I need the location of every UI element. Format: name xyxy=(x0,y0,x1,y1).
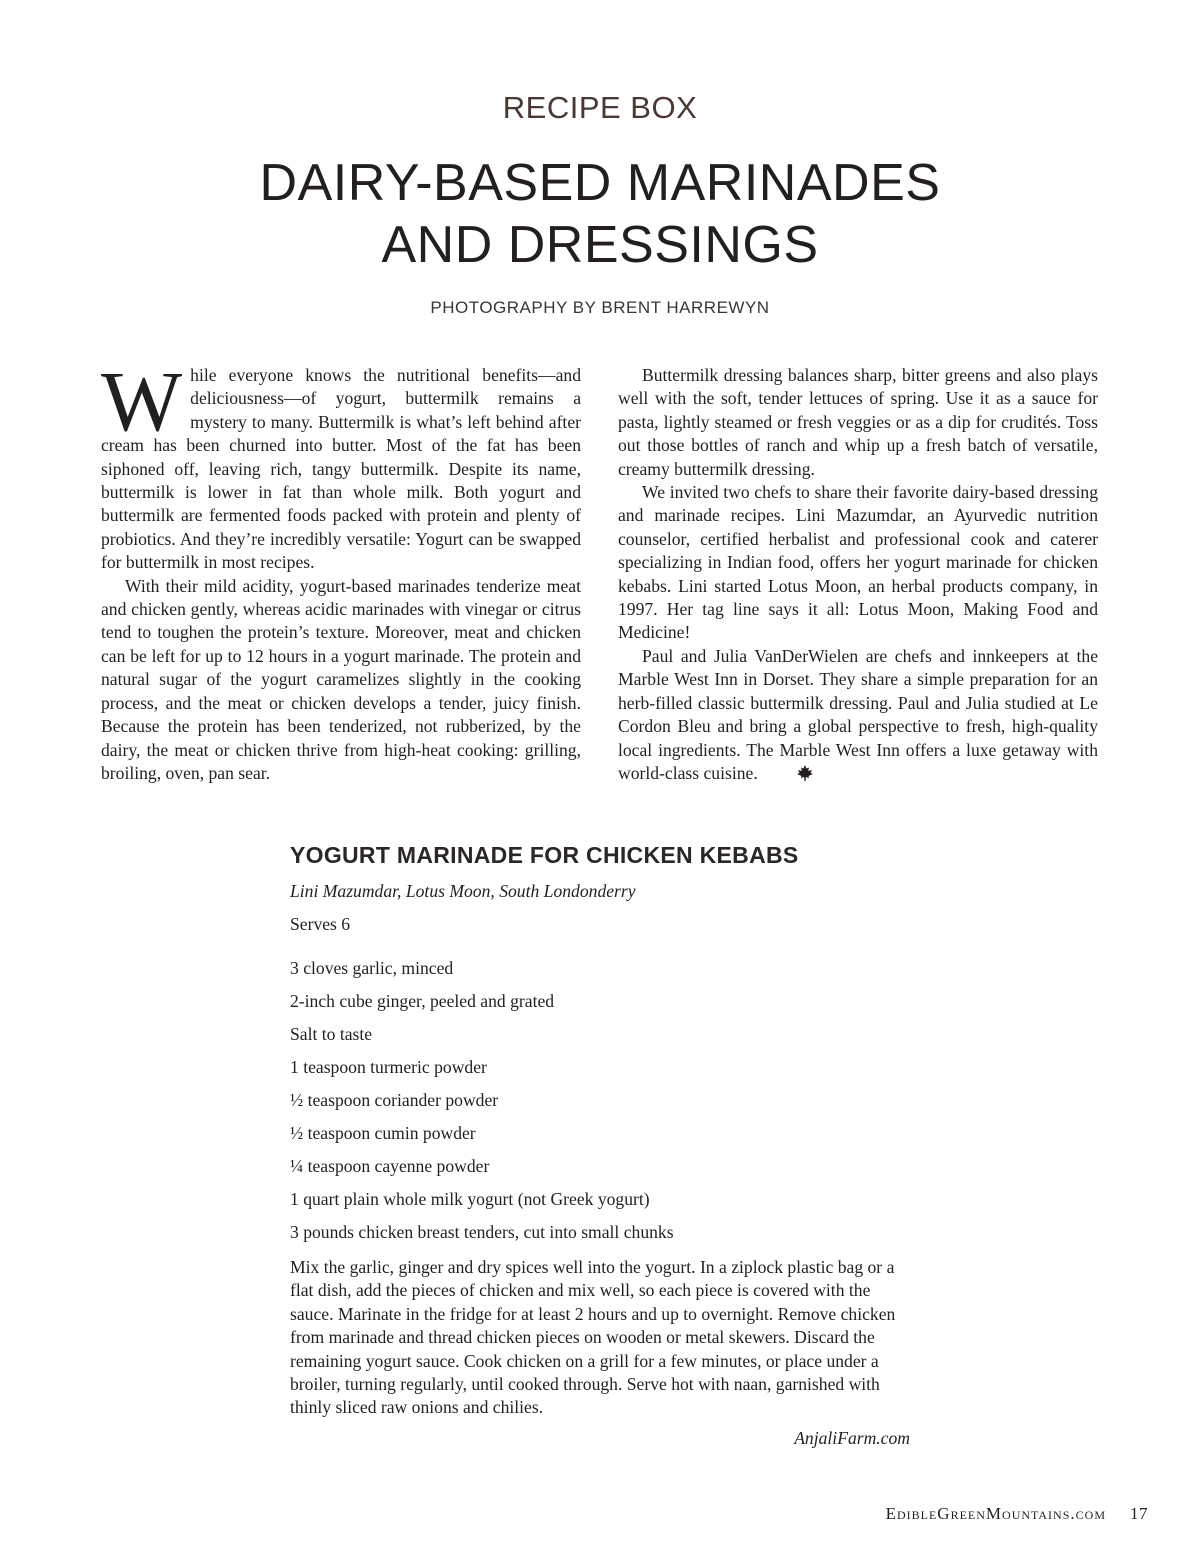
recipe-serves: Serves 6 xyxy=(290,914,351,934)
ingredient-item: 2-inch cube ginger, peeled and grated xyxy=(290,991,555,1011)
footer-site: EdibleGreenMountains.com xyxy=(885,1504,1106,1523)
title-line-1: DAIRY-BASED MARINADES xyxy=(259,154,941,212)
section-label: RECIPE BOX xyxy=(502,90,698,125)
paragraph-text: Paul and Julia VanDerWielen are chefs and innkeepers at the Marble West Inn in Dorset. They share a simple preparation for an herb-filled classic buttermilk dressing. Paul and Julia studied at Le Cordon Bleu and bring a global perspective to fresh, high-quality local ingredients. The Marble West Inn offers a luxe getaway with world-class cuisine. xyxy=(618,645,1098,783)
photo-credit: PHOTOGRAPHY BY BRENT HARREWYN xyxy=(430,298,770,317)
title-line-2: AND DRESSINGS xyxy=(381,216,819,274)
ingredient-item: Salt to taste xyxy=(290,1024,373,1044)
article-paragraph: Buttermilk dressing balances sharp, bitter greens and also plays well with the soft, tender lettuces of spring. Use it as a sauce for pasta, lightly steamed or fresh veggies or as a dip for crudités. Toss out those bottles of ranch and whip up a fresh batch of versatile, creamy buttermilk dressing. xyxy=(618,365,1098,479)
article-paragraph xyxy=(101,353,581,575)
page-title xyxy=(0,152,1200,276)
ingredient-item: ½ teaspoon cumin powder xyxy=(290,1123,476,1143)
article-paragraph xyxy=(618,645,1098,785)
ingredient-item: 3 pounds chicken breast tenders, cut into small chunks xyxy=(290,1222,674,1242)
ingredient-item: ½ teaspoon coriander powder xyxy=(290,1090,499,1110)
ingredient-item: ¼ teaspoon cayenne powder xyxy=(290,1156,490,1176)
page-number: 17 xyxy=(1130,1504,1148,1523)
article-column-left xyxy=(101,353,581,785)
page-footer xyxy=(886,1504,1148,1524)
ingredient-list xyxy=(290,956,910,1244)
recipe-title: YOGURT MARINADE FOR CHICKEN KEBABS xyxy=(290,842,799,868)
article-column-right xyxy=(618,364,1098,785)
ingredient-item: 1 quart plain whole milk yogurt (not Greek yogurt) xyxy=(290,1189,650,1209)
paragraph-text: hile everyone knows the nutritional benefits—and deliciousness—of yogurt, buttermilk remains a mystery to many. Buttermilk is what’s left behind after cream has been churned into butter. Most of the fat has been siphoned off, leaving rich, tangy buttermilk. Despite its name, buttermilk is lower in fat than whole milk. Both yogurt and buttermilk are fermented foods packed with protein and plenty of probiotics. And they’re incredibly versatile: Yogurt can be swapped for buttermilk in most recipes. xyxy=(101,365,581,573)
article-paragraph: We invited two chefs to share their favorite dairy-based dressing and marinade recipes. Lini Mazumdar, an Ayurvedic nutrition counselor, certified herbalist and professional cook and caterer specializing in Indian food, offers her yogurt marinade for chicken kebabs. Lini started Lotus Moon, an herbal products company, in 1997. Her tag line says it all: Lotus Moon, Making Food and Medicine! xyxy=(618,482,1098,643)
article-paragraph: With their mild acidity, yogurt-based marinades tenderize meat and chicken gently, whereas acidic marinades with vinegar or citrus tend to toughen the protein’s texture. Moreover, meat and chicken can be left for up to 12 hours in a yogurt marinade. The protein and natural sugar of the yogurt caramelizes slightly in the cooking process, and the meat or chicken develops a tender, juicy finish. Because the protein has been tenderized, not rubberized, by the dairy, the meat or chicken thrive from high-heat cooking: grilling, broiling, oven, pan sear. xyxy=(101,575,581,783)
recipe xyxy=(290,842,910,1449)
recipe-source: AnjaliFarm.com xyxy=(794,1427,910,1448)
ingredient-item: 3 cloves garlic, minced xyxy=(290,958,454,978)
recipe-method: Mix the garlic, ginger and dry spices well into the yogurt. In a ziplock plastic bag or a flat dish, add the pieces of chicken and mix well, so each piece is covered with the sauce. Marinate in the fridge for at least 2 hours and up to overnight. Remove chicken from marinade and thread chicken pieces on wooden or metal skewers. Discard the remaining yogurt sauce. Cook chicken on a grill for a few minutes, or place under a broiler, turning regularly, until cooked through. Serve hot with naan, garnished with thinly sliced raw onions and chilies. xyxy=(290,1257,896,1418)
recipe-byline: Lini Mazumdar, Lotus Moon, South Londonderry xyxy=(290,881,636,901)
drop-cap: W xyxy=(101,353,183,449)
ingredient-item: 1 teaspoon turmeric powder xyxy=(290,1057,487,1077)
maple-leaf-icon xyxy=(772,764,790,780)
